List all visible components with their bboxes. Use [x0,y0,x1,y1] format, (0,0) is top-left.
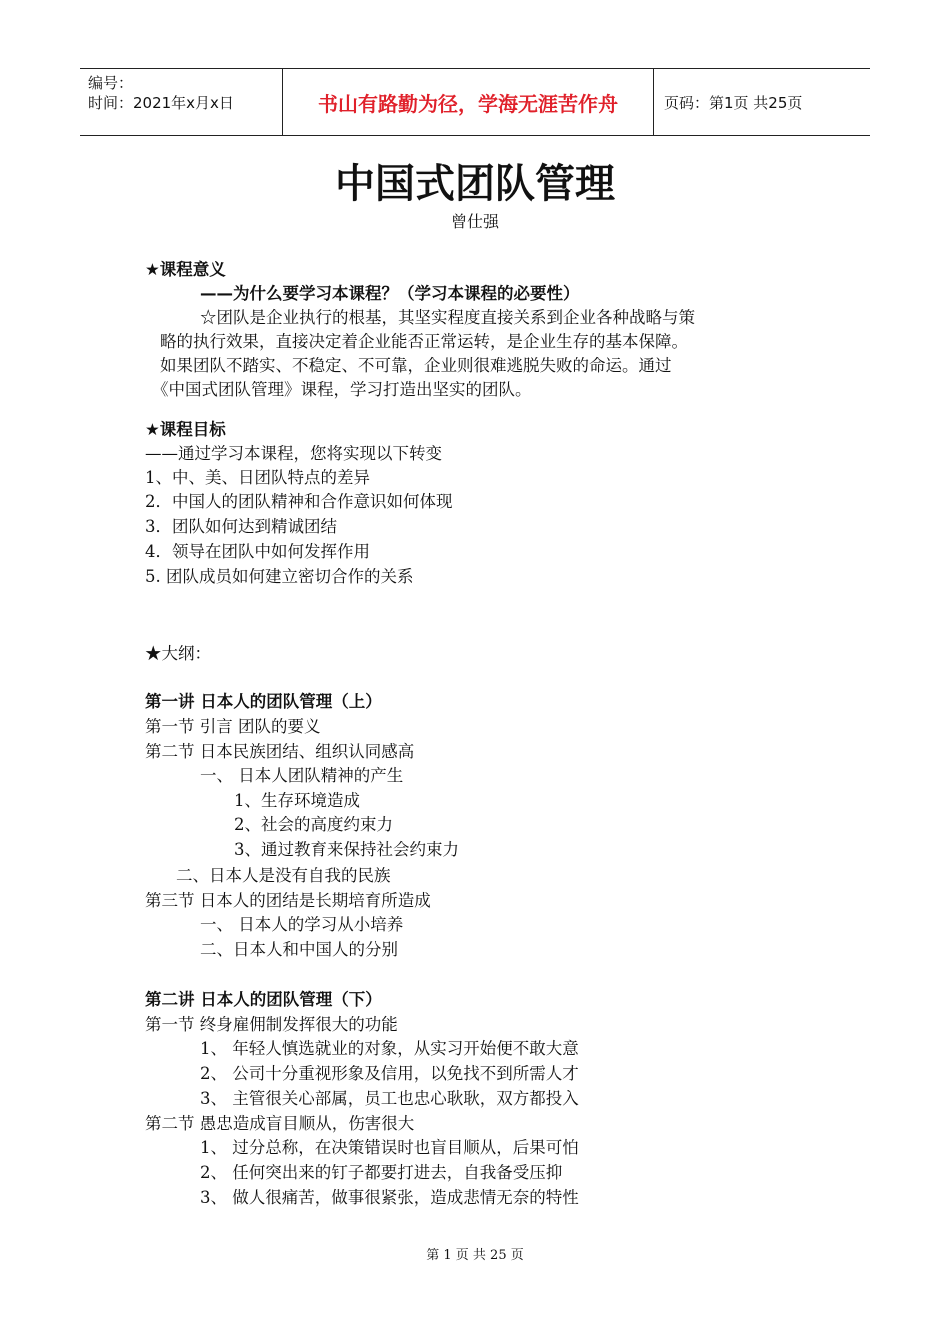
page-footer: 第 1 页 共 25 页 [426,1248,524,1263]
page-header [80,68,870,136]
text-line: ——通过学习本课程，您将实现以下转变 [145,444,442,463]
text-line: 1、中、美、日团队特点的差异 [145,468,370,487]
text-line: 3、通过教育来保持社会约束力 [234,840,459,859]
text-line: 《中国式团队管理》课程，学习打造出坚实的团队。 [152,380,532,399]
text-line: 3．团队如何达到精诚团结 [145,517,337,536]
document-title: 中国式团队管理 [335,161,615,207]
text-line: 1、生存环境造成 [234,791,360,810]
text-line: 一、 日本人团队精神的产生 [200,766,404,785]
text-line: 第二节 愚忠造成盲目顺从，伤害很大 [145,1114,415,1133]
text-line: ——为什么要学习本课程？（学习本课程的必要性） [200,284,580,303]
text-line: 如果团队不踏实、不稳定、不可靠，企业则很难逃脱失败的命运。通过 [160,356,672,375]
text-line: 略的执行效果，直接决定着企业能否正常运转，是企业生存的基本保障。 [160,332,688,351]
text-line: 2、 公司十分重视形象及信用，以免找不到所需人才 [200,1064,579,1083]
text-line: ★课程目标 [145,420,226,439]
text-line: 第二讲 日本人的团队管理（下） [145,990,382,1009]
text-line: 二、日本人是没有自我的民族 [176,866,391,885]
text-line: ☆团队是企业执行的根基，其坚实程度直接关系到企业各种战略与策 [200,308,695,327]
text-line: 4．领导在团队中如何发挥作用 [145,542,370,561]
document-author: 曾仕强 [450,212,499,231]
text-line: 第一节 引言 团队的要义 [145,717,321,736]
text-line: 第一讲 日本人的团队管理（上） [145,692,382,711]
header-meta [80,69,282,135]
text-line: 3、 主管很关心部属，员工也忠心耿耿，双方都投入 [200,1089,579,1108]
text-line: ★课程意义 [145,260,226,279]
header-motto: 书山有路勤为径，学海无涯苦作舟 [282,69,654,135]
text-line: 一、 日本人的学习从小培养 [200,915,404,934]
text-line: 第三节 日本人的团结是长期培育所造成 [145,891,431,910]
number-label: 编号： [88,74,134,92]
header-page-info: 页码：第1页 共25页 [664,93,803,112]
text-line: 第二节 日本民族团结、组织认同感高 [145,742,415,761]
text-line: 2、社会的高度约束力 [234,815,393,834]
text-line: 3、 做人很痛苦，做事很紧张，造成悲情无奈的特性 [200,1188,579,1207]
text-line: 5. 团队成员如何建立密切合作的关系 [145,567,414,586]
text-line: ★大纲： [145,644,211,663]
time-label: 时间：2021年x月x日 [88,94,234,112]
text-line: 2．中国人的团队精神和合作意识如何体现 [145,492,453,511]
text-line: 1、 过分总称，在决策错误时也盲目顺从，后果可怕 [200,1138,579,1157]
text-line: 第一节 终身雇佣制发挥很大的功能 [145,1015,398,1034]
text-line: 2、 任何突出来的钉子都要打进去，自我备受压抑 [200,1163,563,1182]
text-line: 1、 年轻人慎选就业的对象，从实习开始便不敢大意 [200,1039,579,1058]
text-line: 二、日本人和中国人的分别 [200,940,398,959]
